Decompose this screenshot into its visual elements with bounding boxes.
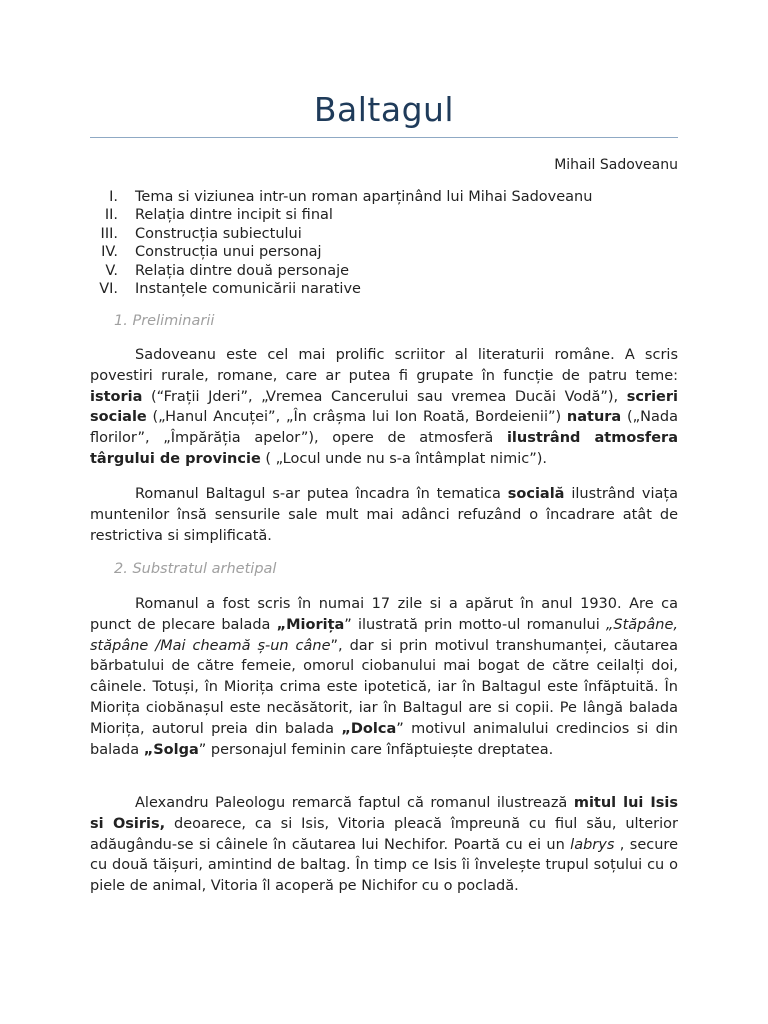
section-heading-preliminarii: 1. Preliminarii	[114, 313, 215, 329]
toc-text: Construcția subiectului	[135, 225, 302, 242]
bold-run: „Miorița	[276, 616, 345, 633]
toc-number: I.	[109, 189, 118, 205]
italic-run: labrys	[570, 836, 615, 853]
toc-number: V.	[105, 262, 118, 279]
text-run: ”, dar si prin motivul transhumanței, căutarea bărbatului de către femeie, omorul ciobanului mai bogat de către ceilalți doi, câinele. Totuși, în Miorița crima este ipotetică, iar în Baltagul este înfăptuită. În Miorița ciobănașul este necăsătorit, iar în Baltagul are si copii. Pe lângă balada Miorița, autorul preia din balada	[90, 637, 678, 737]
bold-run: mitul lui Isis si Osiris,	[90, 795, 678, 832]
toc-number: VI.	[99, 281, 118, 298]
italic-run: „Stăpâne, stăpâne /Mai cheamă ș-un câne	[90, 616, 678, 654]
table-of-contents	[90, 188, 678, 298]
bold-run: ilustrând atmosfera târgului de provincie	[90, 430, 678, 467]
toc-item	[90, 243, 678, 261]
section-heading-substratul: 2. Substratul arhetipal	[114, 561, 277, 577]
paragraph-social-theme	[90, 484, 678, 546]
paragraph-isis-osiris	[90, 793, 678, 897]
bold-run: natura	[566, 409, 622, 426]
text-run: deoarece, ca si Isis, Vitoria pleacă împreună cu fiul său, ulterior adăugându-se si câinele în căutarea lui Nechifor. Poartă cu ei un	[90, 815, 678, 853]
toc-text: Relația dintre două personaje	[135, 262, 350, 279]
text-run: („Nada florilor”, „Împărăția apelor”), opere de atmosferă	[90, 409, 678, 447]
bold-run: istoria	[90, 388, 143, 405]
text-run: ” motivul animalului credincios si din balada	[90, 720, 678, 758]
bold-run: socială	[507, 486, 565, 502]
bold-run: „Solga	[143, 741, 199, 758]
text-run: , secure cu două tăișuri, amintind de baltag. În timp ce Isis îi învelește trupul soțului cu o piele de animal, Vitoria îl acoperă pe Nichifor cu o pocladă.	[90, 836, 678, 895]
text-run: ” ilustrată prin motto-ul romanului	[344, 616, 606, 633]
text-run: Sadoveanu este cel mai prolific scriitor al literaturii române. A scris povestiri rurale, romane, care ar putea fi grupate în funcție de patru teme:	[90, 347, 678, 384]
text-run: ilustrând viața muntenilor însă sensurile sale mult mai adânci refuzând o încadrare atât de restrictiva si simplificată.	[90, 486, 678, 544]
toc-item	[90, 225, 678, 243]
paragraph-introduction	[90, 345, 678, 470]
text-run: („Hanul Ancuței”, „În crâșma lui Ion Roată, Bordeienii”)	[146, 409, 567, 426]
toc-number: III.	[100, 225, 118, 242]
toc-text: Instanțele comunicării narative	[135, 281, 361, 298]
text-run: ” personajul feminin care înfăptuiește dreptatea.	[198, 741, 554, 758]
bold-run: „Dolca	[341, 720, 397, 737]
toc-number: IV.	[101, 244, 118, 261]
title-divider	[90, 137, 678, 138]
toc-text: Tema si viziunea intr-un roman aparținând lui Mihai Sadoveanu	[135, 189, 593, 205]
toc-number: II.	[104, 207, 118, 224]
text-run: Romanul a fost scris în numai 17 zile si a apărut în anul 1930. Are ca punct de plecare balada	[90, 596, 678, 633]
toc-text: Construcția unui personaj	[135, 244, 322, 261]
text-run: ( „Locul unde nu s-a întâmplat nimic”).	[260, 450, 547, 467]
text-run: Romanul Baltagul s-ar putea încadra în tematica	[135, 486, 508, 502]
toc-text: Relația dintre incipit si final	[135, 207, 333, 224]
text-run: (“Frații Jderi”, „Vremea Cancerului sau vremea Ducăi Vodă”),	[142, 388, 627, 405]
toc-item	[90, 262, 678, 280]
author-name: Mihail Sadoveanu	[554, 157, 678, 173]
bold-run: scrieri sociale	[90, 388, 678, 426]
toc-item	[90, 280, 678, 298]
toc-item	[90, 206, 678, 224]
text-run: Alexandru Paleologu remarcă faptul că romanul ilustrează	[135, 795, 574, 811]
document-title: Baltagul	[313, 90, 455, 129]
paragraph-miorita	[90, 594, 678, 760]
toc-item	[90, 188, 678, 206]
